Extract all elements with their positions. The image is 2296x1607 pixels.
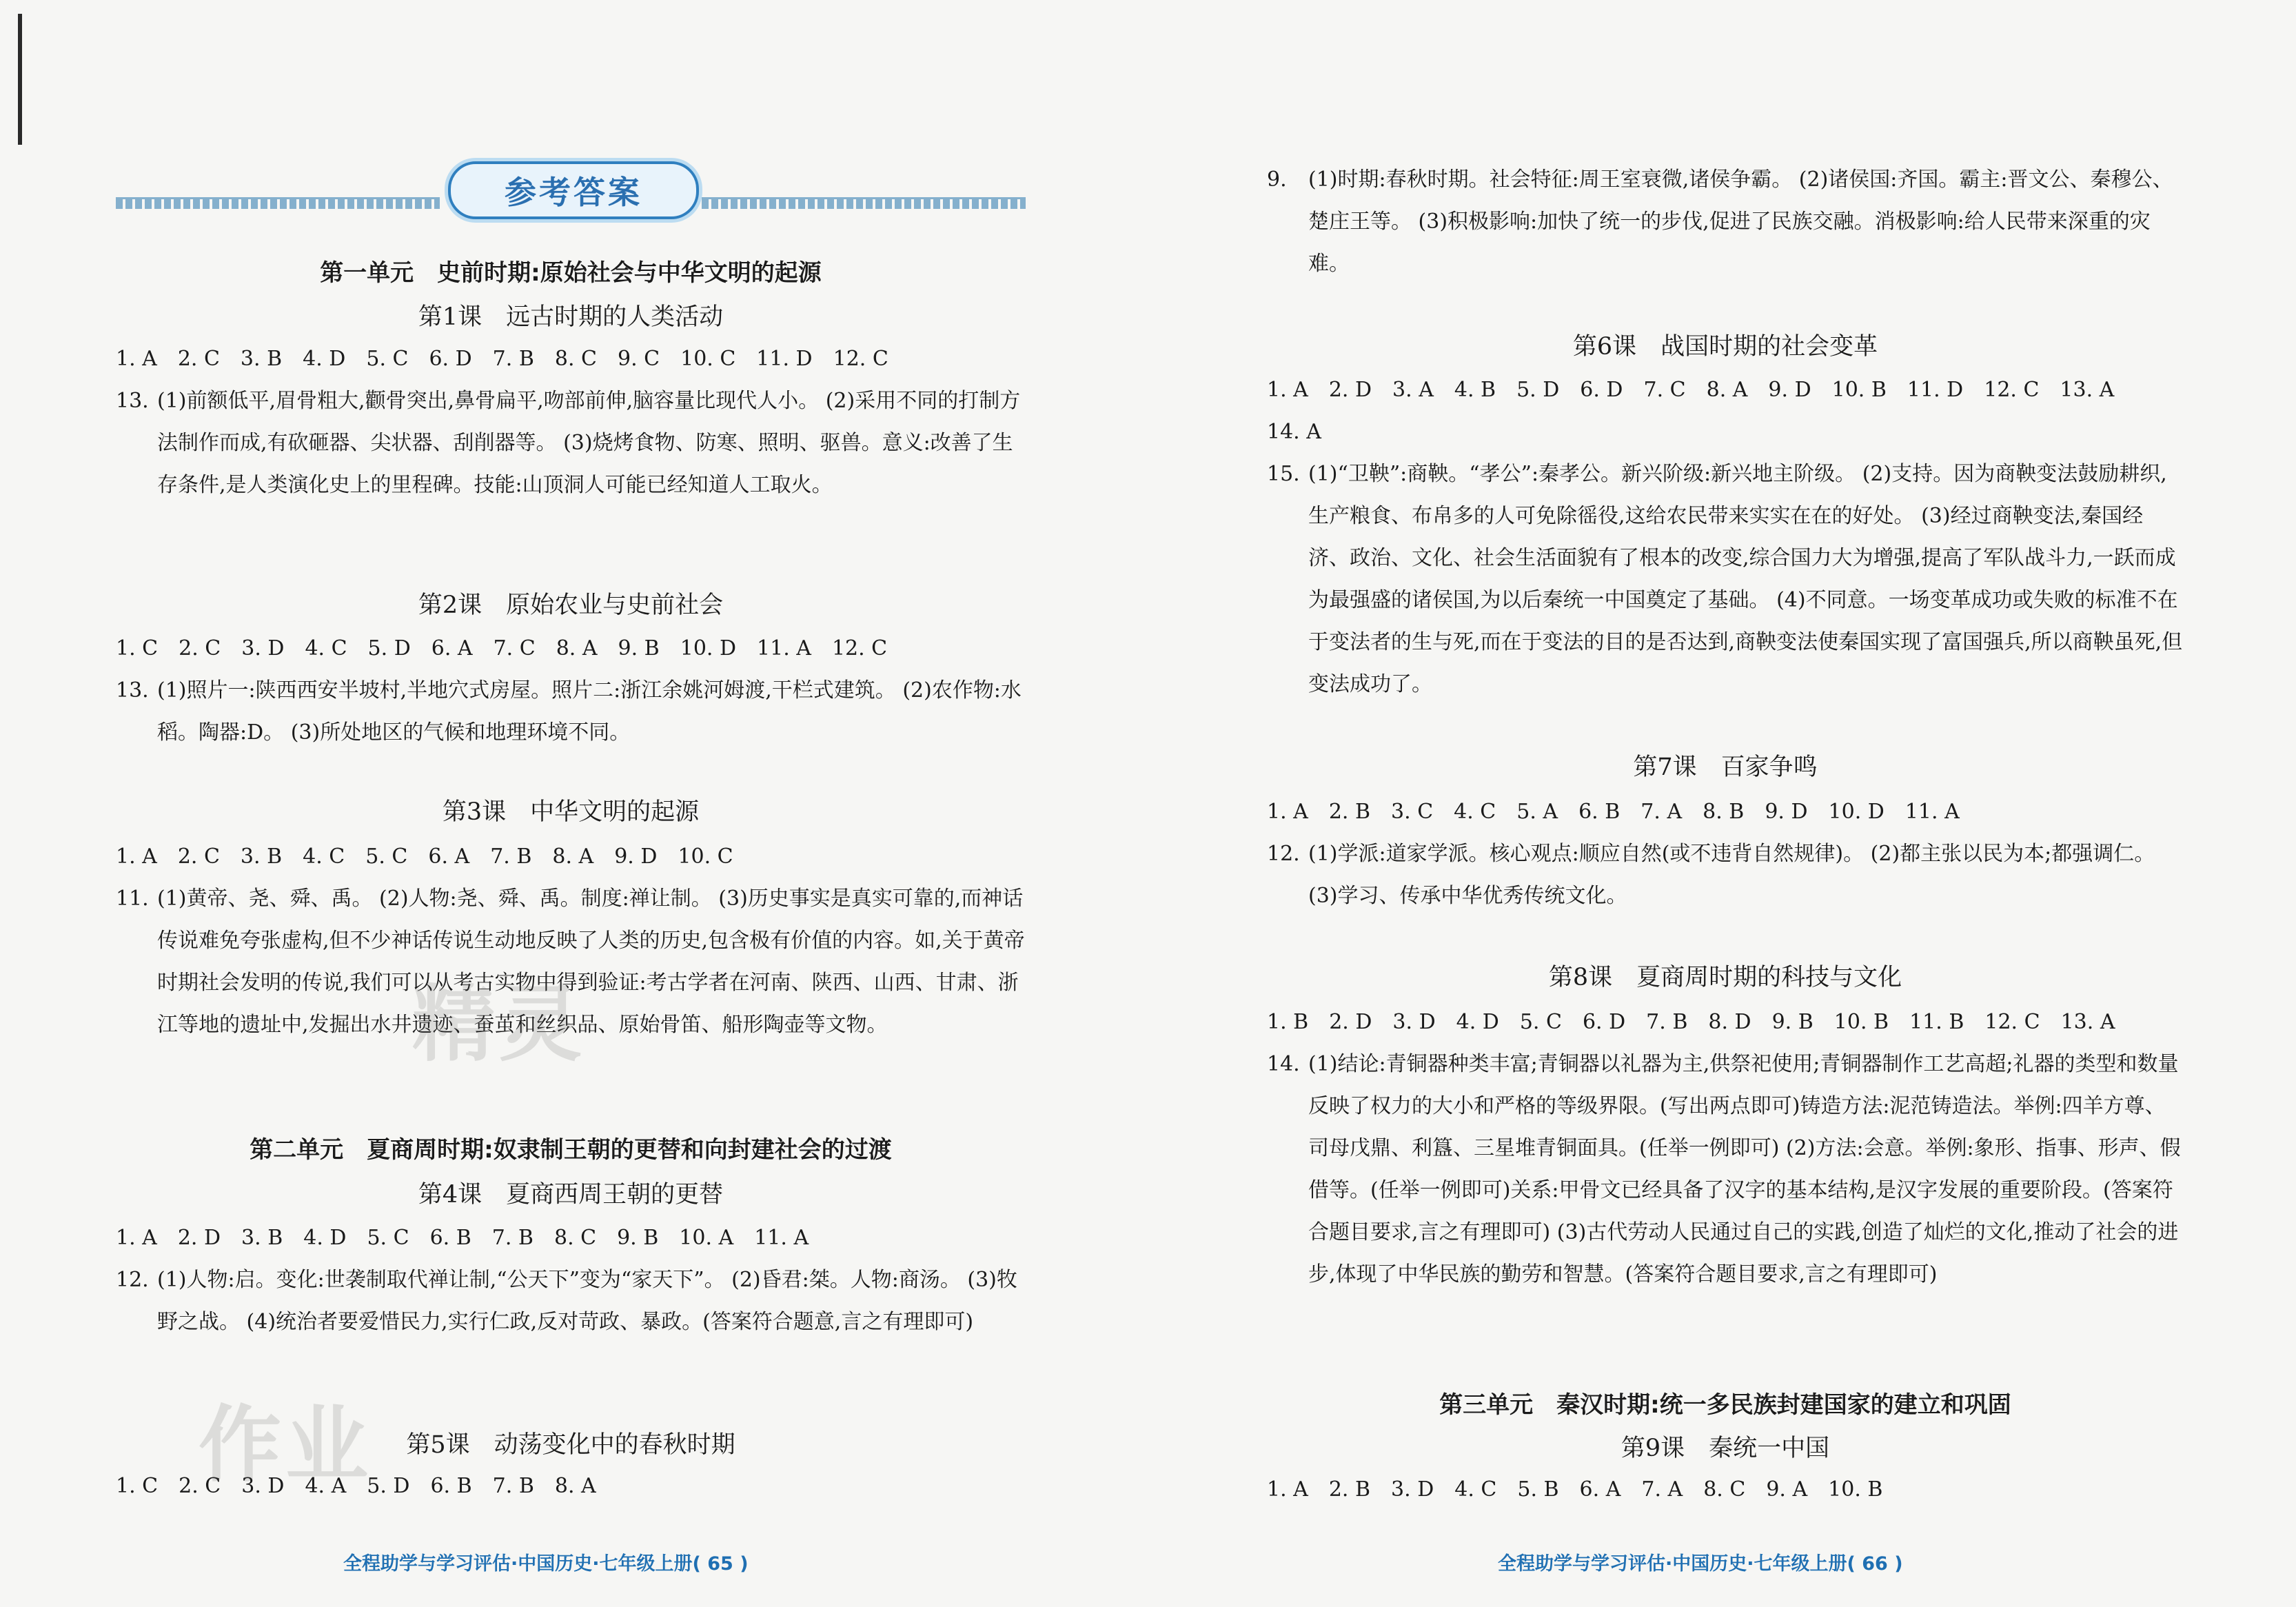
right-page xyxy=(1267,0,2184,1607)
question-answer: (1)时期:春秋时期。社会特征:周王室衰微,诸侯争霸。 (2)诸侯国:齐国。霸主:晋文公、秦穆公、楚庄王等。 (3)积极影响:加快了统一的步伐,促进了民族交融。消极影响:给人民带来深重的灾难。 xyxy=(1308,168,2173,276)
question-answer: (1)黄帝、尧、舜、禹。 (2)人物:尧、舜、禹。制度:禅让制。 (3)历史事实是真实可靠的,而神话传说难免夸张虚构,但不少神话传说生动地反映了人类的历史,包含极有价值的内容。如,关于黄帝时期社会发明的传说,我们可以从考古实物中得到验证:考古学者在河南、陕西、山西、甘肃、浙江等地的遗址中,发掘出水井遗迹、蚕茧和丝织品、原始骨笛、船形陶壶等文物。 xyxy=(157,887,1025,1037)
lesson-1-q13 xyxy=(116,380,1026,506)
page-title: 参考答案 xyxy=(505,174,642,211)
wave-decoration-left xyxy=(116,197,440,209)
question-answer: (1)前额低平,眉骨粗大,颧骨突出,鼻骨扁平,吻部前伸,脑容量比现代人小。 (2)采用不同的打制方法制作而成,有砍砸器、尖状器、刮削器等。 (3)烧烤食物、防寒、照明、驱兽。意义:改善了生存条件,是人类演化史上的里程碑。技能:山顶洞人可能已经知道人工取火。 xyxy=(157,389,1021,497)
question-number: 12. xyxy=(1267,842,1300,866)
lesson-6-choices: 1. A 2. D 3. A 4. B 5. D 6. D 7. C 8. A 9. D 10. B 11. D 12. C 13. A xyxy=(1267,378,2115,402)
lesson-2-q13 xyxy=(116,669,1026,754)
question-number: 11. xyxy=(116,887,149,911)
lesson-5-q9 xyxy=(1267,159,2184,285)
lesson-8-choices: 1. B 2. D 3. D 4. D 5. C 6. D 7. B 8. D 9. B 10. B 11. B 12. C 13. A xyxy=(1267,1010,2115,1034)
lesson-6-q14: 14. A xyxy=(1267,420,1321,444)
lesson-5-choices: 1. C 2. C 3. D 4. A 5. D 6. B 7. B 8. A xyxy=(116,1474,596,1498)
lesson-1-title: 第1课 远古时期的人类活动 xyxy=(418,303,724,331)
page-edge-mark xyxy=(18,14,22,145)
lesson-8-q14 xyxy=(1267,1043,2184,1295)
lesson-3-choices: 1. A 2. C 3. B 4. C 5. C 6. A 7. B 8. A 9. D 10. C xyxy=(116,845,733,869)
question-answer: (1)结论:青铜器种类丰富;青铜器以礼器为主,供祭祀使用;青铜器制作工艺高超;礼器的类型和数量反映了权力的大小和严格的等级界限。(写出两点即可)铸造方法:泥范铸造法。举例:四羊方尊、司母戊鼎、利簋、三星堆青铜面具。(任举一例即可) (2)方法:会意。举例:象形、指事、形声、假借等。(任举一例即可)关系:甲骨文已经具备了汉字的基本结构,是汉字发展的重要阶段。(答案符合题目要求,言之有理即可) (3)古代劳动人民通过自己的实践,创造了灿烂的文化,推动了社会的进步,体现了中华民族的勤劳和智慧。(答案符合题目要求,言之有理即可) xyxy=(1308,1052,2181,1286)
lesson-2-choices: 1. C 2. C 3. D 4. C 5. D 6. A 7. C 8. A 9. B 10. D 11. A 12. C xyxy=(116,636,888,660)
question-number: 15. xyxy=(1267,462,1300,486)
watermark-text: 精灵 xyxy=(412,977,586,1073)
unit-1-title: 第一单元 史前时期:原始社会与中华文明的起源 xyxy=(320,259,822,287)
question-number: 14. xyxy=(1267,1052,1300,1076)
lesson-9-title: 第9课 秦统一中国 xyxy=(1621,1435,1830,1462)
question-answer: (1)学派:道家学派。核心观点:顺应自然(或不违背自然规律)。 (2)都主张以民为本;都强调仁。 (3)学习、传承中华优秀传统文化。 xyxy=(1308,842,2155,908)
question-number: 12. xyxy=(116,1268,149,1292)
lesson-9-choices: 1. A 2. B 3. D 4. C 5. B 6. A 7. A 8. C 9. A 10. B xyxy=(1267,1477,1883,1502)
lesson-5-title: 第5课 动荡变化中的春秋时期 xyxy=(406,1431,735,1459)
question-answer: (1)人物:启。变化:世袭制取代禅让制,“公天下”变为“家天下”。 (2)昏君:桀。人物:商汤。 (3)牧野之战。 (4)统治者要爱惜民力,实行仁政,反对苛政、暴政。(答案符合题意,言之有理即可) xyxy=(157,1268,1017,1334)
lesson-3-title: 第3课 中华文明的起源 xyxy=(442,798,700,826)
title-banner xyxy=(116,156,1026,225)
wave-decoration-right xyxy=(702,197,1026,209)
question-number: 9. xyxy=(1267,168,1287,192)
lesson-6-title: 第6课 战国时期的社会变革 xyxy=(1572,333,1878,361)
lesson-8-title: 第8课 夏商周时期的科技与文化 xyxy=(1548,964,1902,991)
watermark-text: 作业 xyxy=(199,1397,372,1493)
lesson-6-q15 xyxy=(1267,453,2184,705)
answer-title-badge xyxy=(448,161,699,219)
lesson-2-title: 第2课 原始农业与史前社会 xyxy=(418,592,724,619)
question-number: 13. xyxy=(116,678,149,703)
lesson-4-q12 xyxy=(116,1259,1026,1343)
unit-2-title: 第二单元 夏商周时期:奴隶制王朝的更替和向封建社会的过渡 xyxy=(250,1136,892,1164)
question-number: 13. xyxy=(116,389,149,413)
lesson-7-choices: 1. A 2. B 3. C 4. C 5. A 6. B 7. A 8. B 9. D 10. D 11. A xyxy=(1267,800,1960,824)
question-answer: (1)“卫鞅”:商鞅。“孝公”:秦孝公。新兴阶级:新兴地主阶级。 (2)支持。因为商鞅变法鼓励耕织,生产粮食、布帛多的人可免除徭役,这给农民带来实实在在的好处。 (3)经过商鞅变法,秦国经济、政治、文化、社会生活面貌有了根本的改变,综合国力大为增强,提高了军队战斗力,一跃而成为最强盛的诸侯国,为以后秦统一中国奠定了基础。 (4)不同意。一场变革成功或失败的标准不在于变法者的生与死,而在于变法的目的是否达到,商鞅变法使秦国实现了富国强兵,所以商鞅虽死,但变法成功了。 xyxy=(1308,462,2183,696)
lesson-1-choices: 1. A 2. C 3. B 4. D 5. C 6. D 7. B 8. C 9. C 10. C 11. D 12. C xyxy=(116,347,888,371)
unit-3-title: 第三单元 秦汉时期:统一多民族封建国家的建立和巩固 xyxy=(1439,1391,2011,1419)
lesson-7-q12 xyxy=(1267,833,2184,917)
lesson-3-q11 xyxy=(116,878,1026,1046)
question-answer: (1)照片一:陕西西安半坡村,半地穴式房屋。照片二:浙江余姚河姆渡,干栏式建筑。 (2)农作物:水稻。陶器:D。 (3)所处地区的气候和地理环境不同。 xyxy=(157,678,1022,745)
lesson-4-choices: 1. A 2. D 3. B 4. D 5. C 6. B 7. B 8. C 9. B 10. A 11. A xyxy=(116,1226,809,1250)
lesson-7-title: 第7课 百家争鸣 xyxy=(1633,754,1818,781)
lesson-4-title: 第4课 夏商西周王朝的更替 xyxy=(418,1181,724,1209)
footer-right: 全程助学与学习评估·中国历史·七年级上册( 66 ) xyxy=(1498,1553,1903,1575)
footer-left: 全程助学与学习评估·中国历史·七年级上册( 65 ) xyxy=(343,1553,749,1575)
left-page xyxy=(116,0,1026,1607)
